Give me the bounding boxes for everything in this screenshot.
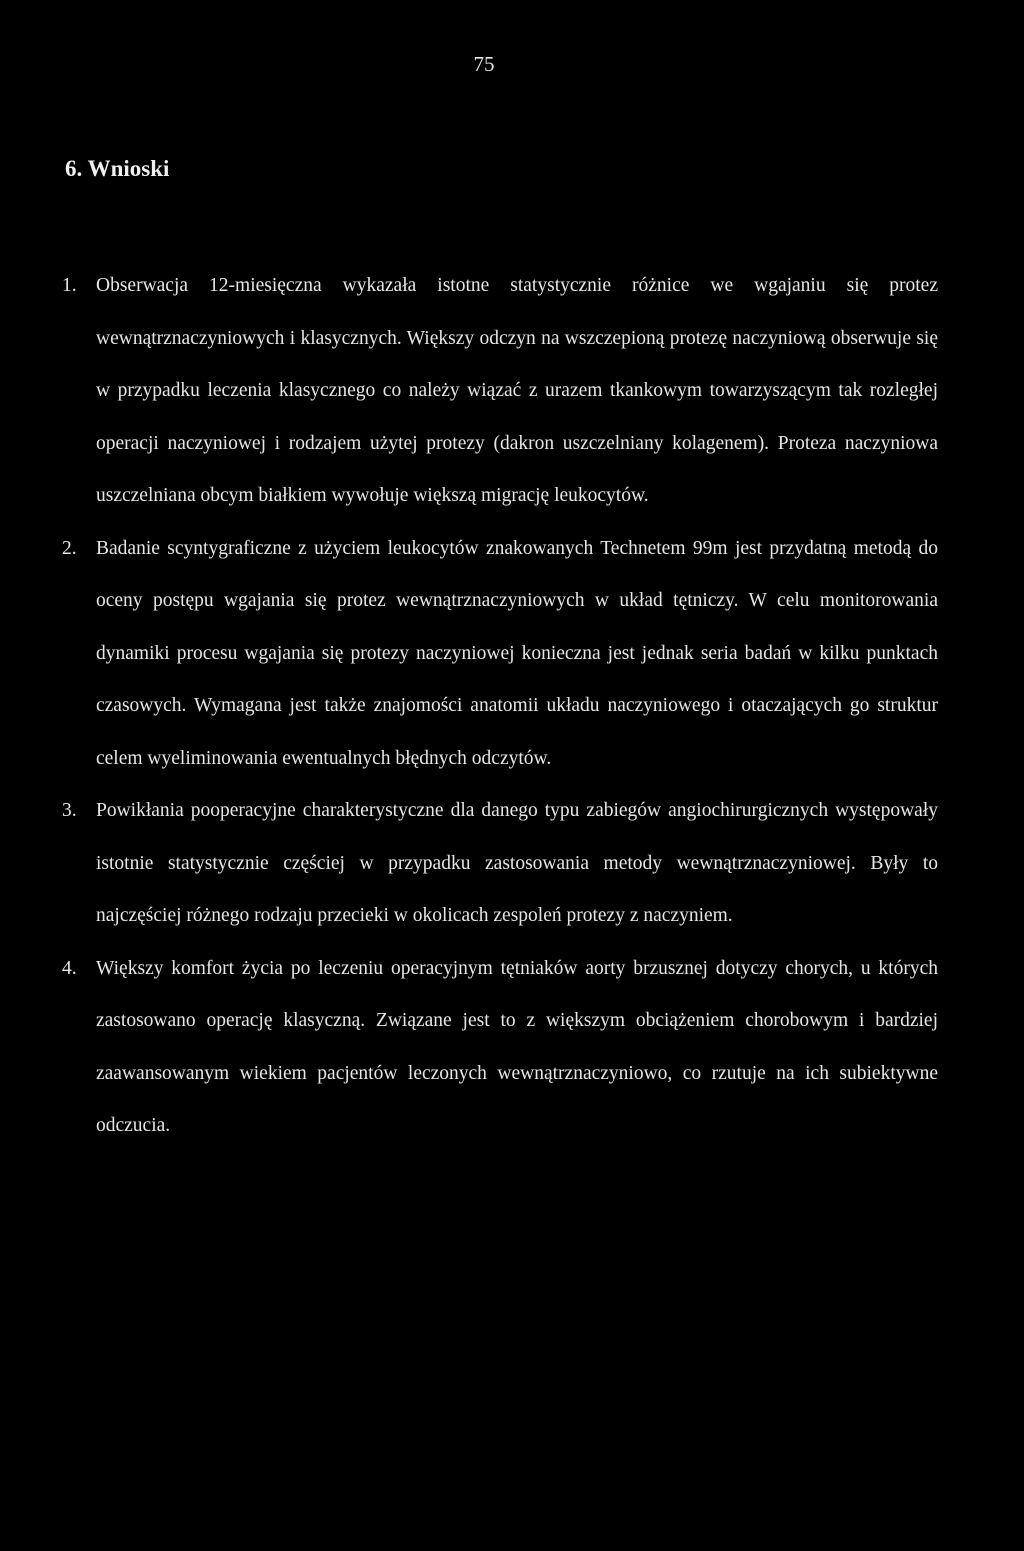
conclusion-item-1 [62, 260, 938, 523]
conclusion-text: Powikłania pooperacyjne charakterystyczne dla danego typu zabiegów angiochirurgicznych występowały istotnie statystycznie częściej w przypadku zastosowania metody wewnątrznaczyniowej. Były to najczęściej różnego rodzaju przecieki w okolicach zespoleń protezy z naczyniem. [96, 800, 938, 926]
conclusion-text: Obserwacja 12-miesięczna wykazała istotne statystycznie różnice we wgajaniu się protez wewnątrznaczyniowych i klasycznych. Większy odczyn na wszczepioną protezę naczyniową obserwuje się w przypadku leczenia klasycznego co należy wiązać z urazem tkankowym towarzyszącym tak rozległej operacji naczyniowej i rodzajem użytej protezy (dakron uszczelniany kolagenem). Proteza naczyniowa uszczelniana obcym białkiem wywołuje większą migrację leukocytów. [96, 275, 938, 506]
conclusion-text: Większy komfort życia po leczeniu operacyjnym tętniaków aorty brzusznej dotyczy chorych, u których zastosowano operację klasyczną. Związane jest to z większym obciążeniem chorobowym i bardziej zaawansowanym wiekiem pacjentów leczonych wewnątrznaczyniowo, co rzutuje na ich subiektywne odczucia. [96, 957, 938, 1136]
conclusion-number: 4. [62, 957, 77, 979]
conclusion-text: Badanie scyntygraficzne z użyciem leukocytów znakowanych Technetem 99m jest przydatną metodą do oceny postępu wgajania się protez wewnątrznaczyniowych w układ tętniczy. W celu monitorowania dynamiki procesu wgajania się protezy naczyniowej konieczna jest jednak seria badań w kilku punktach czasowych. Wymagana jest także znajomości anatomii układu naczyniowego i otaczających go struktur celem wyeliminowania ewentualnych błędnych odczytów. [96, 537, 938, 769]
conclusion-item-3 [62, 785, 938, 943]
page-number: 75 [473, 52, 495, 76]
conclusion-item-4 [62, 943, 938, 1153]
conclusion-number: 1. [62, 275, 77, 296]
conclusions-list [62, 260, 938, 1153]
conclusion-number: 2. [62, 537, 77, 559]
conclusion-number: 3. [62, 800, 77, 821]
conclusion-item-2 [62, 523, 938, 786]
section-title: 6. Wnioski [65, 156, 170, 181]
